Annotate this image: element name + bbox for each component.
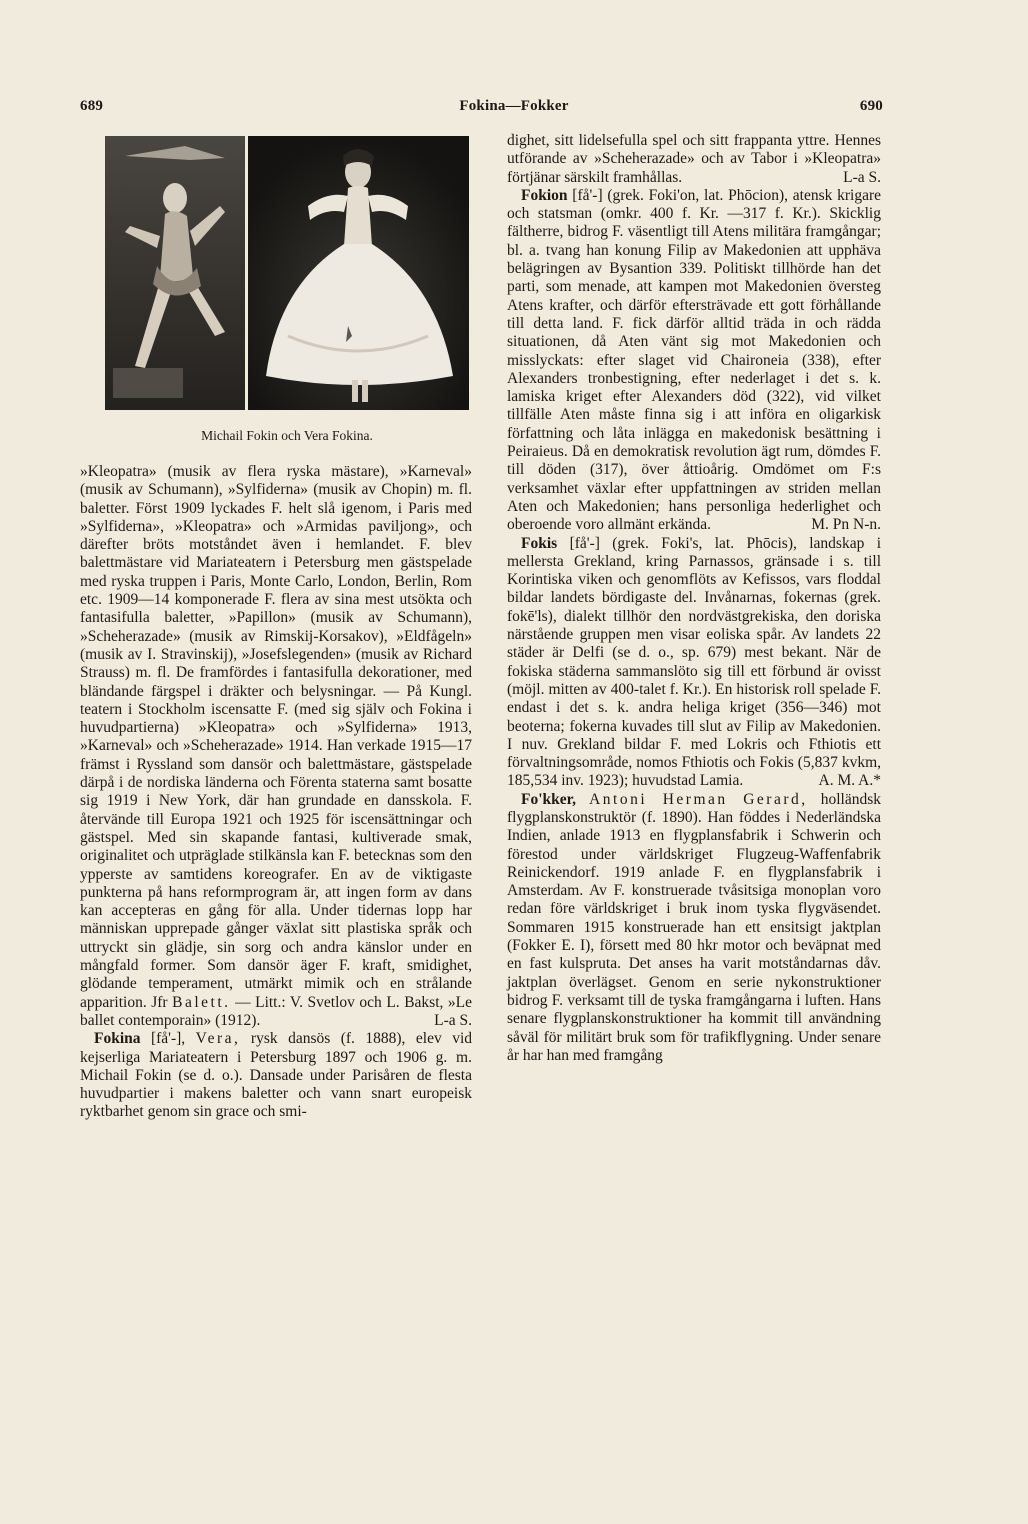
fokina-pronunciation: [få'-],	[150, 1030, 186, 1048]
fokis-entry	[507, 535, 881, 791]
fokina-name: Vera,	[195, 1030, 241, 1048]
fokis-headword: Fokis	[521, 534, 558, 552]
fokina-headword: Fokina	[94, 1030, 141, 1048]
dancer-photo-icon	[105, 136, 245, 410]
ballerina-photo-icon	[248, 136, 469, 410]
fokion-headword: Fokion	[521, 186, 568, 204]
fokin-continuation	[80, 463, 472, 1030]
fokis-signature: A. M. A.*	[818, 772, 881, 790]
fokker-headword: Fo'kker,	[521, 790, 576, 808]
fokina-entry	[80, 1030, 472, 1121]
page-number-right: 690	[859, 98, 883, 114]
fokina-tail: dighet, sitt lidelsefulla spel och sitt frappanta yttre. Hennes utförande av »Scheherazade» och av Tabor i »Kleopatra» förtjänar särskilt framhållas.	[507, 132, 881, 186]
figure-caption: Michail Fokin och Vera Fokina.	[201, 428, 373, 443]
fokina-body: rysk dansös (f. 1888), elev vid kejserliga Mariateatern i Petersburg 1897 och 1906 g. m. Michail Fokin (se d. o.). Dansade under Parisåren de flesta huvudpartier i makens baletter och vann snart europeisk ryktbarhet genom sin grace och smi-	[80, 1030, 472, 1121]
fokker-name: Antoni Herman Gerard,	[589, 790, 808, 808]
fokion-body: [få'-] (grek. Foki'on, lat. Phōcion), atensk krigare och statsman (omkr. 400 f. Kr. —317 f. Kr.). Skicklig fältherre, bidrog F. väsentligt till Atens militära framgångar; bl. a. tvang han konung Filip av Makedonien att upphäva belägringen av Bysantion 339. Politiskt tillhörde han det parti, som menade, att kampen mot Makedonien översteg Atens krafter, och därför eftersträvade ett gott förhållande till detta land. F. fick därför alltid träda in och rädda situationen, då Aten vänt sig mot Makedonien och misslyckats: efter slaget vid Chaironeia (338), efter Alexanders tronbestigning, efter nederlaget i det s. k. lamiska kriget efter Alexanders död (322), vid vilket tillfälle Aten måste finna sig i att införa en oligarkisk författning och låta inlägga en makedonisk besättning i Peiraieus. Då en demokratisk revolution ägt rum, dömdes F. till döden (317), över åttioårig. Omdömet om F:s verksamhet växlar efter uppfattningen av striden mellan Aten och Makedonien; hans personliga hederlighet och oberoende voro allmänt erkända.	[507, 186, 881, 534]
right-column	[507, 132, 881, 1065]
left-column	[80, 463, 472, 1122]
fokin-literature: — Litt.: V. Svetlov och L. Bakst, »Le ballet contemporain» (1912).	[80, 993, 472, 1029]
photo-pair	[105, 136, 469, 410]
running-title: Fokina—Fokker	[459, 98, 569, 114]
fokina-continuation	[507, 132, 881, 187]
fokker-body: holländsk flygplanskonstruktör (f. 1890). Han föddes i Nederländska Indien, anlade 1913 en flygplansfabrik i Schwerin och förestod under världskriget Flugzeug-Waffenfabrik Reinickendorf. 1919 anlade F. en flygplansfabrik i Amsterdam. Av F. konstruerade tvåsitsiga monoplan voro redan före världskriget i bruk inom tyska flygväsendet. Sommaren 1915 konstruerade han ett ensitsigt jaktplan (Fokker E. I), försett med 80 hkr motor och beväpnat med en fast kulspruta. Det anses ha varit motståndarnas dåv. jaktplan överlägset. Genom en serie nykonstruktioner bidrog F. verksamt till de tyska framgångarna i luften. Hans senare flygplanskonstruktioner ha kommit till användning såväl för militärt bruk som för trafikflygning. Under senare år har han med framgång	[507, 790, 882, 1064]
fokis-body: [få'-] (grek. Foki's, lat. Phōcis), landskap i mellersta Grekland, kring Parnassos, gränsade i s. till Korintiska viken och genomflöts av Kefissos, vars floddal bildar landets bördigaste del. Invånarnas, fokernas (grek. fokē'ls), dialekt tillhör den nordvästgrekiska, den doriska närstående gruppen men visar eoliska spår. Av landets 22 städer är Delfi (se d. o., sp. 679) mest bekant. När de fokiska städerna sammanslöto sig till ett förbund är ovisst (möjl. mitten av 400-talet f. Kr.). En historisk roll spelade F. endast i det s. k. andra heliga kriget (356—346) mot beoterna; fokerna kuvades till slut av Filip av Makedonien. I nuv. Grekland bildar F. med Lokris och Fthiotis ett förvaltningsområde, nomos Fthiotis och Fokis (5,837 kvkm, 185,534 inv. 1923); huvudstad Lamia.	[507, 534, 882, 790]
page-number-left: 689	[80, 98, 104, 114]
fokion-entry	[507, 187, 881, 535]
fokina-signature: L-a S.	[843, 168, 881, 186]
ballet-term: Balett.	[172, 993, 231, 1011]
fokin-signature: L-a S.	[434, 1011, 472, 1029]
fokker-entry	[507, 791, 881, 1065]
fokin-body: »Kleopatra» (musik av flera ryska mästare), »Karneval» (musik av Schumann), »Sylfiderna» (musik av Chopin) m. fl. baletter. Först 1909 lyckades F. helt slå igenom, i Paris med »Sylfiderna», »Kleopatra» och »Armidas paviljong», och därefter bröts motståndet även i hemlandet. F. blev balettmästare vid Mariateatern i Petersburg men gästspelade med ryska truppen i Paris, Monte Carlo, London, Berlin, Rom etc. 1909—14 komponerade F. flera av sina mest utsökta och fantasifulla baletter, »Papillon» (musik av Schumann), »Scheherazade» (musik av Rimskij-Korsakov), »Eldfågeln» (musik av I. Stravinskij), »Josefslegenden» (musik av Richard Strauss) m. fl. De framfördes i fantasifulla dekorationer, med bländande färgspel i dräkter och belysningar. — På Kungl. teatern i Stockholm iscensatte F. (med sig själv och Fokina i huvudpartierna) »Kleopatra» och »Sylfiderna» 1913, »Karneval» och »Scheherazade» 1914. Han verkade 1915—17 främst i Ryssland som dansör och balettmästare, gästspelade därpå i de nordiska länderna och Förenta staterna samt bosatte sig 1919 i New York, där han grundade en dansskola. F. återvände till Europa 1921 och 1925 för iscensättningar och gästspel. Med sin skapande fantasi, kultiverade smak, originalitet och utpräglade stilkänsla kan F. betecknas som den ypperste av samtidens koreografer. En av de viktigaste punkterna på hans reformprogram är, att ingen form av dans kan accepteras en gång för alla. Under tidernas lopp har människan upprepade gånger växlat sitt plastiska språk och uttryckt sin glädje, sin sorg och andra känslor under en mångfald former. Som dansör äger F. kraft, smidighet, glödande temperament, utmärkt mimik och en strålande apparition. Jfr	[80, 463, 472, 1011]
fokion-signature: M. Pn N-n.	[811, 516, 881, 534]
